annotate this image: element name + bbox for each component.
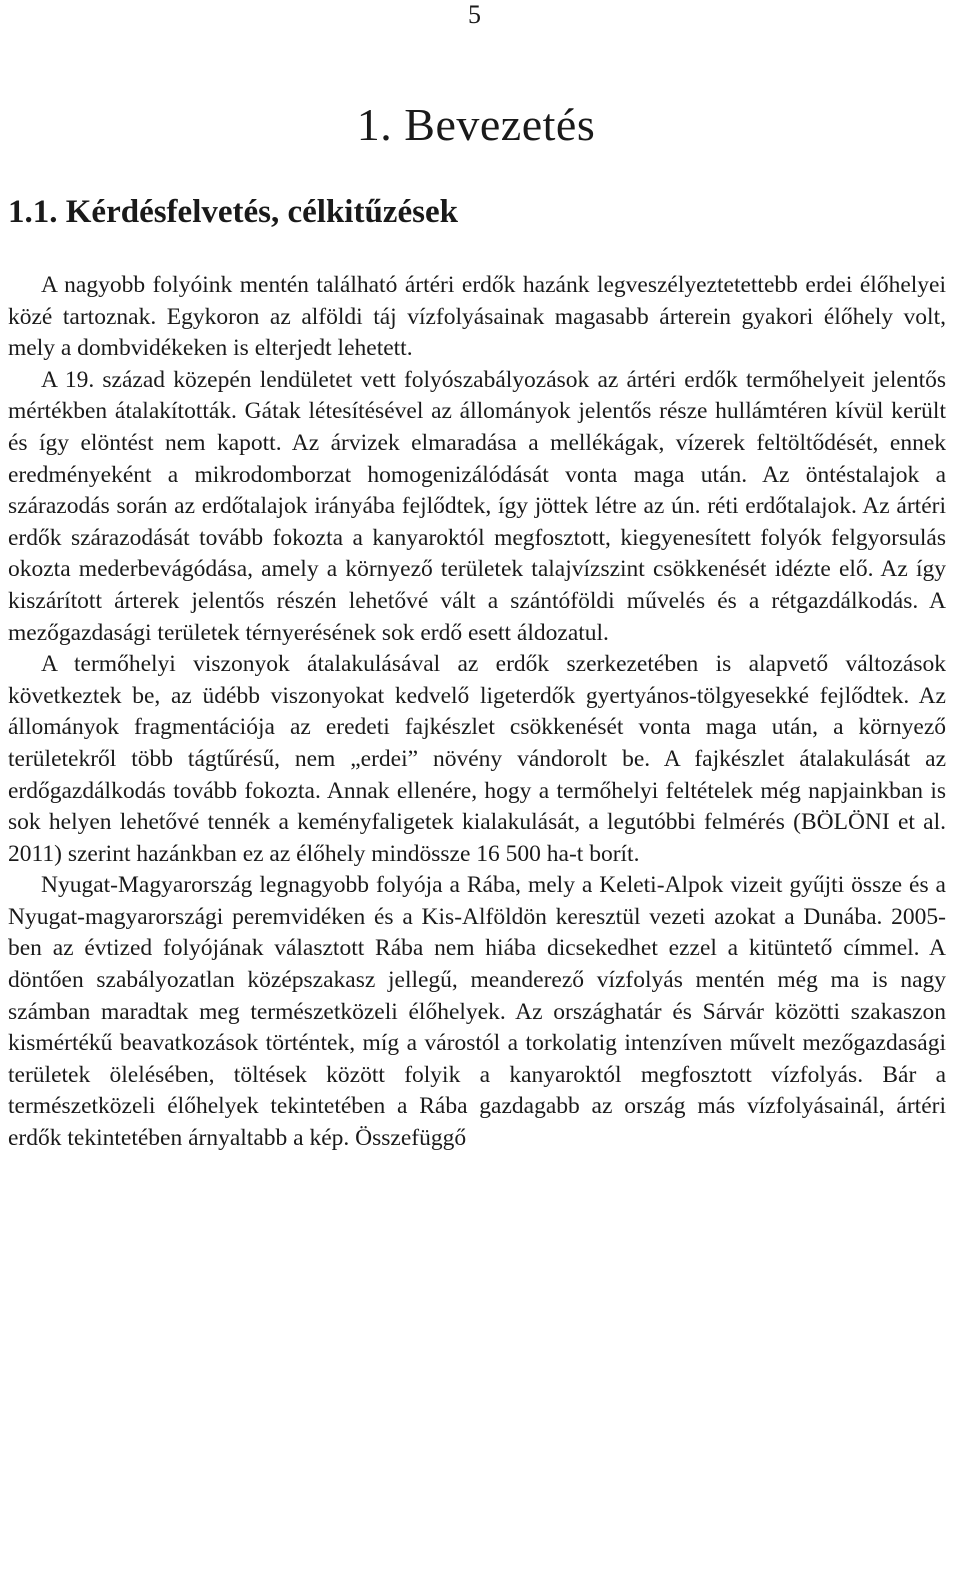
page-number: 5 — [468, 0, 481, 29]
section-title: 1.1. Kérdésfelvetés, célkitűzések — [8, 194, 458, 230]
paragraph-3 — [8, 649, 946, 870]
chapter-title: 1. Bevezetés — [356, 99, 596, 150]
paragraph-2: A 19. század közepén lendületet vett folyószabályozások az ártéri erdők termőhelyeit jelentős mértékben átalakították. Gátak létesítésével az állományok jelentős része hullámtéren kívül került és így elöntést nem kapott. Az árvizek elmaradása a mellékágak, vízerek feltöltődését, ennek eredményeként a mikrodomborzat homogenizálódását vonta maga után. Az öntéstalajok a szárazodás során az erdőtalajok irányába fejlődtek, így jöttek létre az ún. réti erdőtalajok. Az ártéri erdők szárazodását tovább fokozta a kanyaroktól megfosztott, kiegyenesített folyók felgyorsulás okozta mederbevágódása, amely a környező területek talajvízszint csökkenését idézte elő. Az így kiszárított árterek jelentős részén lehetővé vált a szántóföldi művelés és a rétgazdálkodás. A mezőgazdasági területek térnyerésének sok erdő esett áldozatul. — [8, 366, 946, 646]
citation-author-initial: B — [800, 809, 817, 836]
body-text — [8, 270, 946, 1155]
paragraph-3-text-before: A termőhelyi viszonyok átalakulásával az erdők szerkezetében is alapvető változások következtek be, az üdébb viszonyokat kedvelő ligeterdők gyertyános-tölgyesekké fejlődtek. Az állományok fragmentációja az eredeti fajkészlet csökkenését vonta maga után, a környező területekről több tágtűrésű, nem „erdei” növény vándorolt be. A fajkészlet átalakulását az erdőgazdálkodás tovább fokozta. Annak ellenére, hogy a termőhelyi feltételek még napjainkban is sok helyen lehetővé tennék a keményfaligetek kialakulását, a legutóbbi felmérés ( — [8, 651, 946, 836]
paragraph-4: Nyugat-Magyarország legnagyobb folyója a Rába, mely a Keleti-Alpok vizeit gyűjti össze és a Nyugat-magyarországi peremvidéken és a Kis-Alföldön keresztül vezeti azokat a Dunába. 2005-ben az évtized folyójának választott Rába nem hiába dicsekedhet ezzel a kitüntető címmel. A döntően szabályozatlan középszakasz jellegű, meanderező vízfolyás mentén még ma is nagy számban maradtak meg természetközeli élőhelyek. Az országhatár és Sárvár közötti szakaszon kismértékű beavatkozások történtek, míg a várostól a torkolatig intenzíven művelt mezőgazdasági területek ölelésében, töltések között folyik a kanyaroktól megfosztott vízfolyás. Bár a természetközeli élőhelyek tekintetében a Rába gazdagabb az ország más vízfolyásainál, ártéri erdők tekintetében árnyaltabb a kép. Összefüggő — [8, 872, 946, 1152]
paragraph-3-text-after: et al. 2011) szerint hazánkban ez az élőhely mindössze 16 500 ha-t borít. — [8, 809, 947, 867]
citation-author-rest: ÖLÖNI — [816, 809, 890, 836]
paragraph-1: A nagyobb folyóink mentén található ártéri erdők hazánk legveszélyeztetettebb erdei élőhelyei közé tartoznak. Egykoron az alföldi táj vízfolyásainak magasabb árterein gyakori élőhely volt, mely a dombvidékeken is elterjedt lehetett. — [8, 272, 946, 362]
